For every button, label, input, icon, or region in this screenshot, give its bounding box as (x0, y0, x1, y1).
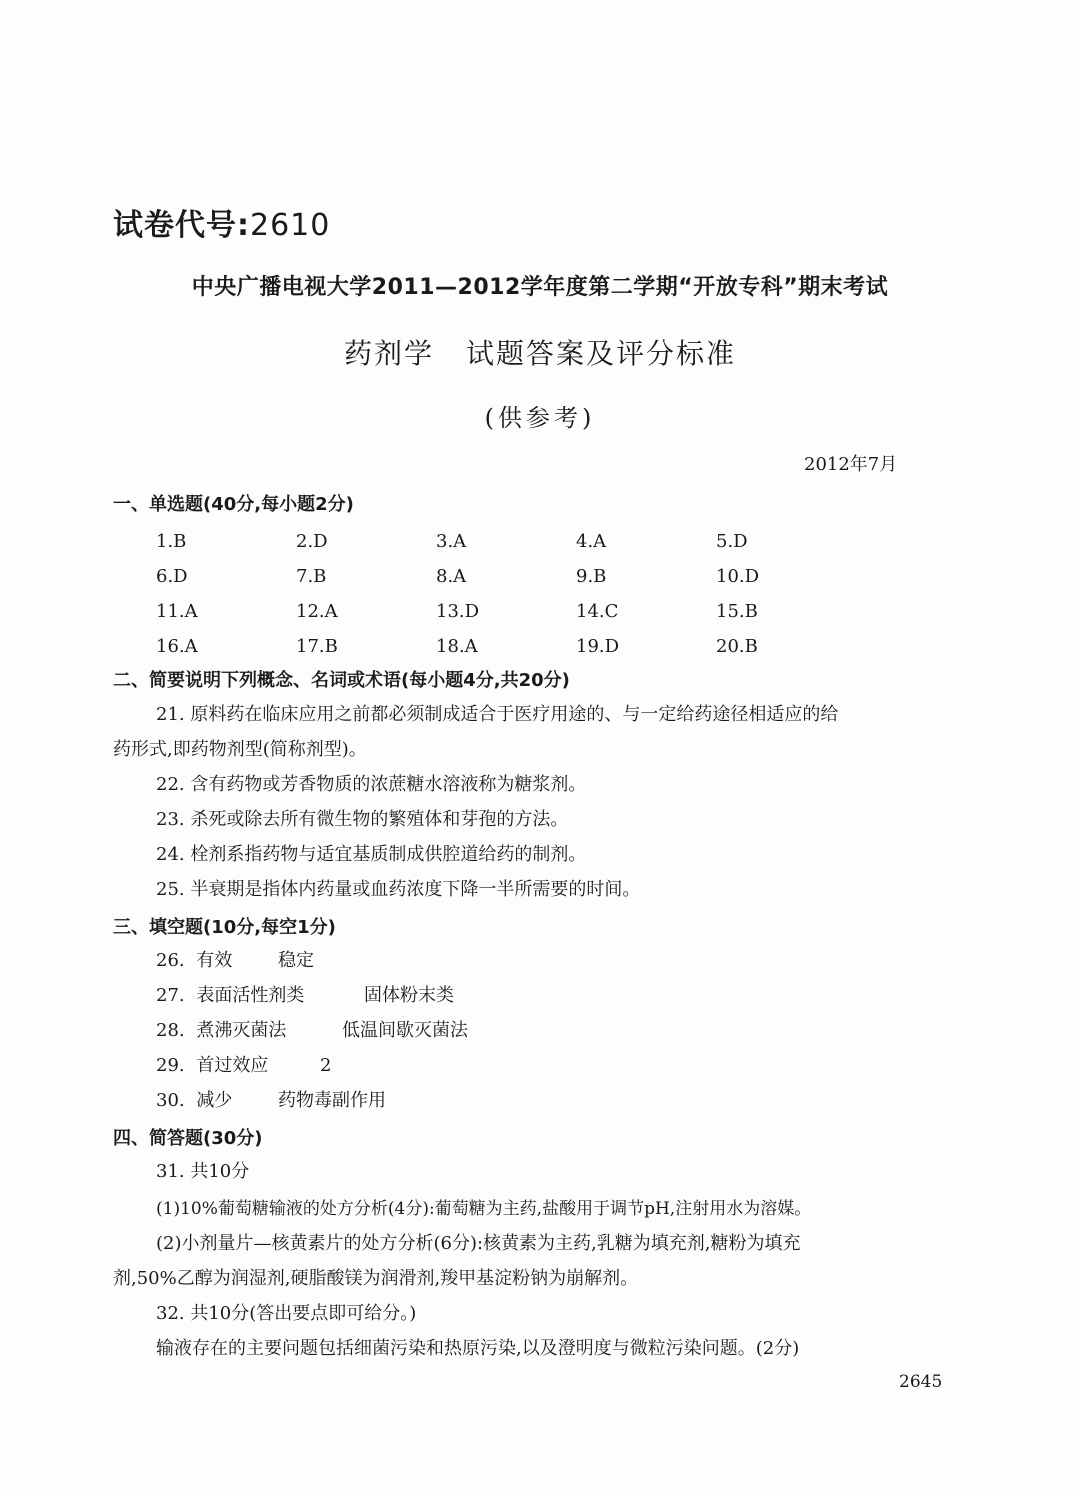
answer-cell: 1.B (156, 531, 187, 552)
fill-item-number: 30. (156, 1090, 185, 1111)
exam-code-label: 试卷代号: (113, 208, 250, 243)
reference-note: (供参考) (484, 404, 596, 432)
fill-item (156, 1088, 386, 1114)
table-row (156, 524, 856, 559)
answer-32-header: 32. 共10分(答出要点即可给分。) (156, 1303, 417, 1324)
answer-31-part2-line1: (2)小剂量片—核黄素片的处方分析(6分):核黄素为主药,乳糖为填充剂,糖粉为填充 (156, 1233, 801, 1254)
fill-item-number: 26. (156, 950, 185, 971)
answer-22: 22. 含有药物或芳香物质的浓蔗糖水溶液称为糖浆剂。 (156, 774, 587, 795)
answer-cell: 18.A (436, 636, 478, 657)
table-row (156, 594, 856, 629)
course-name: 药剂学 (343, 337, 434, 370)
answer-cell: 6.D (156, 566, 188, 587)
answer-23: 23. 杀死或除去所有微生物的繁殖体和芽孢的方法。 (156, 809, 569, 830)
answer-cell: 13.D (436, 601, 480, 622)
fill-item (156, 1053, 332, 1079)
table-row (156, 629, 856, 664)
exam-subtitle: 中央广播电视大学2011—2012学年度第二学期“开放专科”期末考试 (191, 275, 889, 300)
fill-answer-a: 首过效应 (196, 1055, 269, 1076)
fill-answer-b: 药物毒副作用 (278, 1090, 386, 1111)
answer-21-line1: 21. 原料药在临床应用之前都必须制成适合于医疗用途的、与一定给药途径相适应的给 (156, 704, 839, 725)
fill-answer-a: 表面活性剂类 (196, 985, 305, 1006)
page-number: 2645 (899, 1372, 943, 1392)
answer-cell: 14.C (576, 601, 619, 622)
fill-answer-b: 2 (320, 1055, 332, 1076)
fill-item (156, 983, 454, 1009)
fill-answer-a: 减少 (196, 1090, 233, 1111)
answer-cell: 2.D (296, 531, 328, 552)
exam-code (113, 200, 330, 244)
answer-cell: 19.D (576, 636, 620, 657)
answer-cell: 5.D (716, 531, 748, 552)
fill-item (156, 1018, 468, 1044)
mc-answer-table (156, 524, 856, 664)
answer-cell: 15.B (716, 601, 758, 622)
answer-cell: 17.B (296, 636, 338, 657)
answer-31-part1: (1)10%葡萄糖输液的处方分析(4分):葡萄糖为主药,盐酸用于调节pH,注射用水为溶媒。 (156, 1199, 812, 1219)
fill-answer-b: 低温间歇灭菌法 (342, 1020, 468, 1041)
fill-answer-a: 有效 (196, 950, 233, 971)
fill-answer-a: 煮沸灭菌法 (196, 1020, 287, 1041)
answer-31-header: 31. 共10分 (156, 1161, 250, 1182)
section3-heading: 三、填空题(10分,每空1分) (113, 917, 336, 938)
fill-answer-b: 稳定 (278, 950, 314, 971)
answer-31-part2-line2: 剂,50%乙醇为润湿剂,硬脂酸镁为润滑剂,羧甲基淀粉钠为崩解剂。 (113, 1268, 639, 1289)
exam-code-number: 2610 (250, 208, 331, 243)
answer-cell: 8.A (436, 566, 467, 587)
answer-cell: 12.A (296, 601, 338, 622)
answer-cell: 4.A (576, 531, 607, 552)
fill-item-number: 27. (156, 985, 185, 1006)
answer-cell: 3.A (436, 531, 467, 552)
section1-heading: 一、单选题(40分,每小题2分) (113, 494, 354, 515)
answer-cell: 11.A (156, 601, 198, 622)
title-text: 试题答案及评分标准 (466, 337, 737, 370)
answer-21-line2: 药形式,即药物剂型(简称剂型)。 (113, 739, 367, 760)
document-date: 2012年7月 (804, 454, 898, 475)
fill-answer-b: 固体粉末类 (364, 985, 454, 1006)
answer-cell: 7.B (296, 566, 327, 587)
fill-item-number: 28. (156, 1020, 185, 1041)
fill-item-number: 29. (156, 1055, 185, 1076)
document-title (0, 332, 1080, 372)
answer-32-part1: 输液存在的主要问题包括细菌污染和热原污染,以及澄明度与微粒污染问题。(2分) (156, 1338, 800, 1359)
section4-heading: 四、简答题(30分) (113, 1128, 263, 1149)
section2-heading: 二、简要说明下列概念、名词或术语(每小题4分,共20分) (113, 670, 570, 691)
answer-cell: 16.A (156, 636, 198, 657)
answer-cell: 20.B (716, 636, 758, 657)
answer-25: 25. 半衰期是指体内药量或血药浓度下降一半所需要的时间。 (156, 879, 641, 900)
answer-cell: 10.D (716, 566, 760, 587)
answer-24: 24. 栓剂系指药物与适宜基质制成供腔道给药的制剂。 (156, 844, 587, 865)
table-row (156, 559, 856, 594)
fill-item (156, 948, 314, 974)
answer-cell: 9.B (576, 566, 607, 587)
